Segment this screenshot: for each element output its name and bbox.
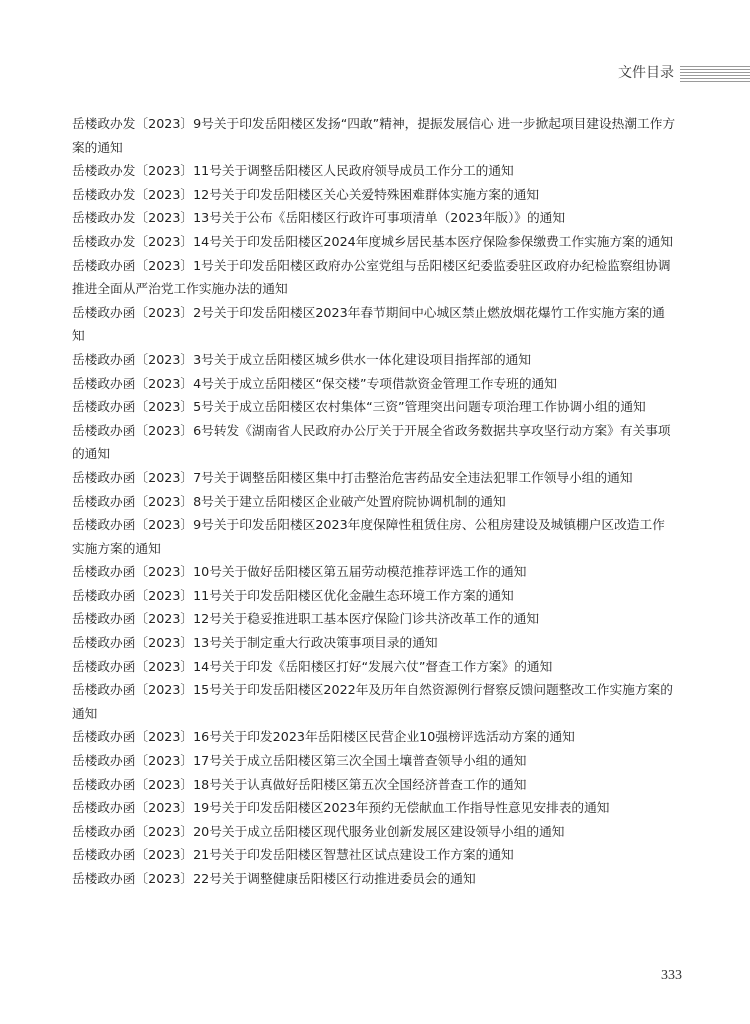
list-item: 岳楼政办函〔2023〕20号关于成立岳阳楼区现代服务业创新发展区建设领导小组的通知	[72, 823, 565, 839]
list-item: 岳楼政办函〔2023〕17号关于成立岳阳楼区第三次全国土壤普查领导小组的通知	[72, 753, 527, 769]
list-item: 岳楼政办发〔2023〕11号关于调整岳阳楼区人民政府领导成员工作分工的通知	[72, 163, 514, 179]
page-number: 333	[661, 968, 682, 983]
list-item: 岳楼政办发〔2023〕13号关于公布《岳阳楼区行政许可事项清单（2023年版）》的通知	[72, 210, 566, 226]
list-item: 岳楼政办函〔2023〕10号关于做好岳阳楼区第五届劳动模范推荐评选工作的通知	[72, 564, 527, 580]
list-item: 岳楼政办函〔2023〕9号关于印发岳阳楼区2023年度保障性租赁住房、公租房建设及城镇棚户区改造工作实施方案的通知	[72, 517, 665, 556]
list-item: 岳楼政办函〔2023〕21号关于印发岳阳楼区智慧社区试点建设工作方案的通知	[72, 847, 514, 863]
list-item: 岳楼政办函〔2023〕15号关于印发岳阳楼区2022年及历年自然资源例行督察反馈问题整改工作实施方案的通知	[72, 682, 673, 721]
list-item: 岳楼政办函〔2023〕19号关于印发岳阳楼区2023年预约无偿献血工作指导性意见安排表的通知	[72, 800, 610, 816]
list-item: 岳楼政办函〔2023〕13号关于制定重大行政决策事项目录的通知	[72, 635, 438, 651]
list-item: 岳楼政办函〔2023〕5号关于成立岳阳楼区农村集体“三资”管理突出问题专项治理工作协调小组的通知	[72, 399, 646, 415]
list-item: 岳楼政办发〔2023〕12号关于印发岳阳楼区关心关爱特殊困难群体实施方案的通知	[72, 186, 540, 202]
list-item: 岳楼政办函〔2023〕8号关于建立岳阳楼区企业破产处置府院协调机制的通知	[72, 493, 506, 509]
section-title: 文件目录	[618, 65, 674, 81]
list-item: 岳楼政办函〔2023〕16号关于印发2023年岳阳楼区民营企业10强榜评选活动方案的通知	[72, 729, 575, 745]
header-decorative-lines	[680, 66, 750, 82]
list-item: 岳楼政办函〔2023〕4号关于成立岳阳楼区“保交楼”专项借款资金管理工作专班的通知	[72, 375, 557, 391]
list-item: 岳楼政办函〔2023〕7号关于调整岳阳楼区集中打击整治危害药品安全违法犯罪工作领导小组的通知	[72, 469, 633, 485]
list-item: 岳楼政办函〔2023〕2号关于印发岳阳楼区2023年春节期间中心城区禁止燃放烟花爆竹工作实施方案的通知	[72, 304, 665, 344]
list-item: 岳楼政办发〔2023〕9号关于印发岳阳楼区发扬“四敢”精神，提振发展信心 进一步掀起项目建设热潮工作方案的通知	[72, 116, 676, 155]
list-item: 岳楼政办函〔2023〕11号关于印发岳阳楼区优化金融生态环境工作方案的通知	[72, 587, 514, 603]
list-item: 岳楼政办函〔2023〕1号关于印发岳阳楼区政府办公室党组与岳阳楼区纪委监委驻区政府办纪检监察组协调推进全面从严治党工作实施办法的通知	[72, 257, 671, 297]
document-list	[72, 112, 676, 891]
list-item: 岳楼政办函〔2023〕18号关于认真做好岳阳楼区第五次全国经济普查工作的通知	[72, 776, 527, 792]
list-item: 岳楼政办发〔2023〕14号关于印发岳阳楼区2024年度城乡居民基本医疗保险参保缴费工作实施方案的通知	[72, 233, 673, 249]
running-header	[618, 62, 750, 86]
list-item: 岳楼政办函〔2023〕14号关于印发《岳阳楼区打好“发展六仗”督查工作方案》的通知	[72, 658, 553, 674]
list-item: 岳楼政办函〔2023〕6号转发《湖南省人民政府办公厅关于开展全省政务数据共享攻坚行动方案》有关事项的通知	[72, 422, 671, 462]
list-item: 岳楼政办函〔2023〕12号关于稳妥推进职工基本医疗保险门诊共济改革工作的通知	[72, 611, 540, 627]
list-item: 岳楼政办函〔2023〕3号关于成立岳阳楼区城乡供水一体化建设项目指挥部的通知	[72, 351, 532, 367]
list-item: 岳楼政办函〔2023〕22号关于调整健康岳阳楼区行动推进委员会的通知	[72, 871, 476, 886]
